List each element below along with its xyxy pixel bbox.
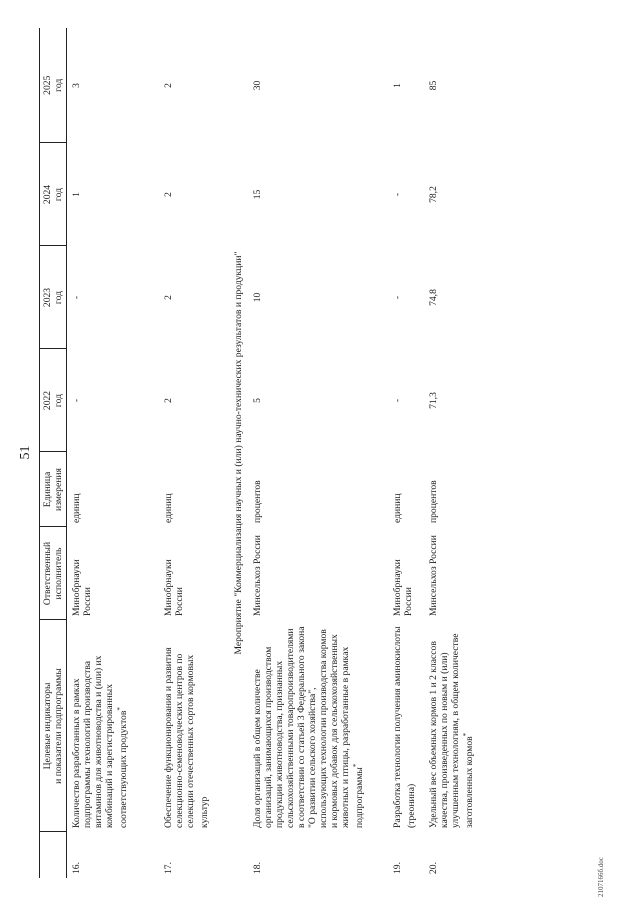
executor-cell: Минобрнауки России xyxy=(162,559,185,616)
executor-cell: Минсельхоз России xyxy=(251,535,263,616)
footnote-star: * xyxy=(351,763,360,768)
executor-cell: Минсельхоз России xyxy=(427,535,439,616)
unit-cell: единиц xyxy=(71,493,82,523)
value-2022: - xyxy=(391,398,403,403)
header-num xyxy=(40,832,67,878)
value-2024: 78,2 xyxy=(427,186,439,203)
indicator-text: Обеспечение функционирования и развития селекционно-семеноводческих центров по селекции отечественных сортов кормовых культур xyxy=(162,647,210,828)
header-indicator: Целевые индикаторы и показатели подпрограммы xyxy=(40,620,67,832)
indicators-table xyxy=(39,28,482,878)
value-2025: 1 xyxy=(391,83,403,88)
value-2025: 30 xyxy=(251,80,263,91)
header-unit: Единица измерения xyxy=(40,452,67,527)
value-2022: 2 xyxy=(162,398,174,403)
row-number: 16. xyxy=(71,862,82,874)
header-year-2025: 2025 год xyxy=(40,28,67,143)
value-2022: - xyxy=(71,398,82,403)
executor-cell: Минобрнауки России xyxy=(71,559,93,616)
unit-cell: единиц xyxy=(391,493,403,523)
section-title: Мероприятие "Коммерциализация научных и (или) научно-технических результатов и продукции" xyxy=(232,251,244,655)
row-number: 17. xyxy=(162,862,174,874)
indicator-text: Количество разработанных в рамках подпрограммы технологий производства витаминов для животноводства и (или) их комбинаций и зарегистрированных соответствующих продуктов xyxy=(71,655,130,828)
value-2025: 2 xyxy=(162,83,174,88)
unit-cell: процентов xyxy=(427,480,439,523)
page-number: 51 xyxy=(18,445,33,460)
unit-cell: единиц xyxy=(162,493,174,523)
table-row xyxy=(67,28,159,878)
value-2023: - xyxy=(391,295,403,300)
footnote-star: * xyxy=(461,732,470,737)
value-2024: - xyxy=(391,192,403,197)
header-year-2024: 2024 год xyxy=(40,143,67,246)
row-number: 19. xyxy=(391,862,403,874)
row-number: 20. xyxy=(427,862,439,874)
header-year-2022: 2022 год xyxy=(40,349,67,452)
unit-cell: процентов xyxy=(251,480,263,523)
value-2023: 74,8 xyxy=(427,289,439,306)
value-2023: 2 xyxy=(162,295,174,300)
indicator-text: Доля организаций в общем количестве организаций, занимающихся производством продукции животноводства, признанных сельскохозяйственными товаропроизводителями в соответствии со статьей 3 Федерального закона "О развитии сельского хозяйства", использующих технологии производства кормов и кормовых добавок для сельскохозяйственных животных и птицы, разработанные в рамках подпрограммы xyxy=(251,626,365,828)
value-2024: 2 xyxy=(162,192,174,197)
value-2024: 1 xyxy=(71,192,82,197)
indicator-cell xyxy=(67,620,159,832)
indicator-cell xyxy=(248,620,388,832)
table-row xyxy=(388,28,424,878)
footnote-star: * xyxy=(116,707,124,711)
value-2025: 85 xyxy=(427,80,439,91)
value-2022: 71,3 xyxy=(427,392,439,409)
document-code: 2107166б.doc xyxy=(597,857,605,897)
value-2025: 3 xyxy=(71,83,82,88)
indicator-text: Удельный вес объемных кормов 1 и 2 классов качества, произведенных по новым и (или) улучшенным технологиям, в общем количестве заготовленных кормов xyxy=(427,633,475,828)
value-2023: - xyxy=(71,295,82,300)
section-row xyxy=(229,28,248,878)
table-row xyxy=(424,28,482,878)
table-header-row xyxy=(40,28,67,878)
indicator-text: Разработка технологии получения аминокислоты (треонина) xyxy=(391,626,417,828)
header-year-2023: 2023 год xyxy=(40,246,67,349)
row-number: 18. xyxy=(251,862,263,874)
value-2024: 15 xyxy=(251,189,263,200)
executor-cell: Минобрнауки России xyxy=(391,559,414,616)
value-2023: 10 xyxy=(251,292,263,303)
header-executor: Ответственный исполнитель xyxy=(40,527,67,620)
indicator-cell xyxy=(424,620,482,832)
value-2022: 5 xyxy=(251,398,263,403)
table-row xyxy=(159,28,229,878)
indicator-cell xyxy=(159,620,229,832)
indicator-cell xyxy=(388,620,424,832)
table-row xyxy=(248,28,388,878)
